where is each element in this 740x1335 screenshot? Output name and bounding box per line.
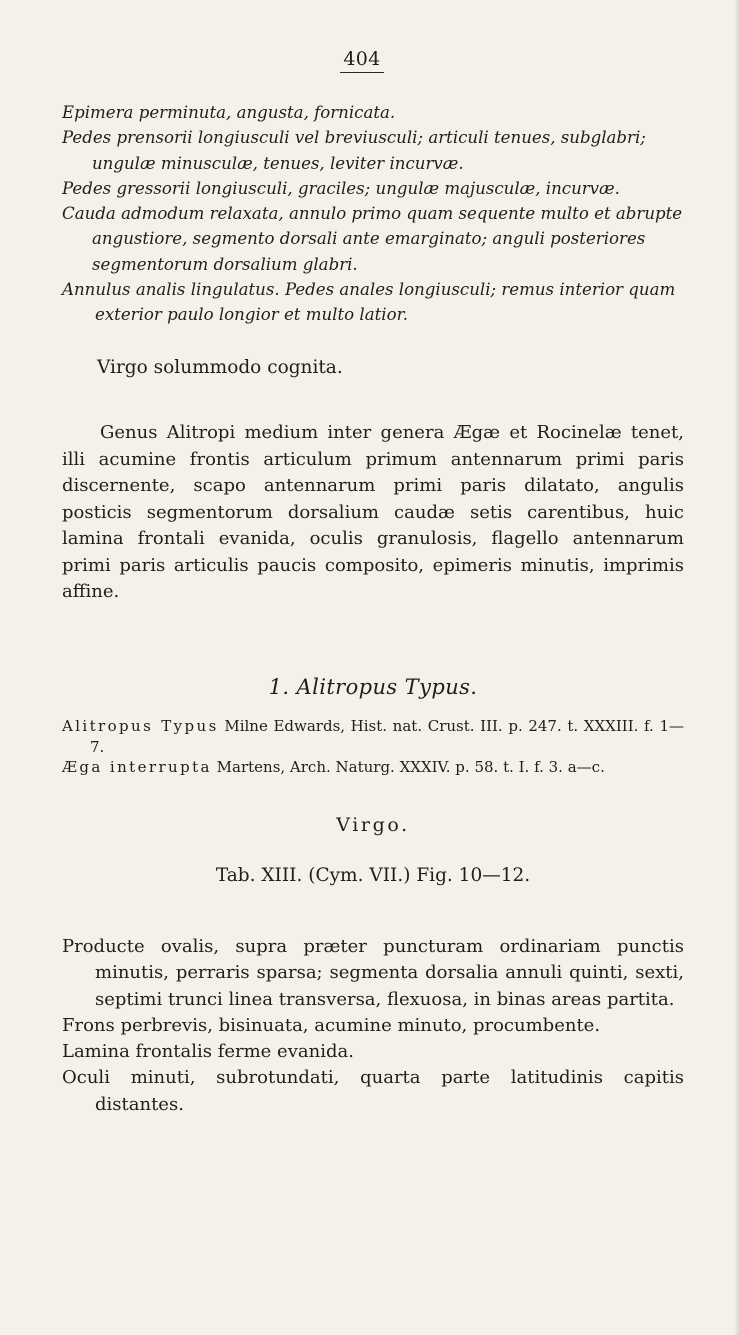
pedes-gressorii-line: Pedes gressorii longiusculi, graciles; ungulæ majusculæ, incurvæ.: [62, 178, 620, 198]
reference-name: Æga interrupta: [62, 758, 212, 777]
virgo-note: Virgo solummodo cognita.: [97, 357, 343, 378]
reference-citation: Milne Edwards, Hist. nat. Crust. III. p. 247. t. XXXIII. f. 1—7.: [90, 717, 684, 756]
page-edge: [734, 0, 740, 1335]
plain-description: [62, 934, 684, 1118]
reference-item: [62, 757, 684, 778]
annulus-line: Annulus analis lingulatus. Pedes anales longiusculi; remus interior quam exterior paulo longior et multo latior.: [62, 280, 676, 325]
epimera-line: Epimera perminuta, angusta, fornicata.: [62, 103, 396, 122]
species-title: 1. Alitropus Typus.: [268, 675, 478, 699]
pedes-prensorii-line: Pedes prensorii longiusculi vel breviusculi; articuli tenues, subglabri; ungulæ minusculæ, tenues, leviter incurvæ.: [62, 128, 646, 173]
plate-reference: Tab. XIII. (Cym. VII.) Fig. 10—12.: [215, 865, 531, 886]
references: [62, 716, 684, 778]
producte-line: Producte ovalis, supra præter puncturam ordinariam punctis minutis, perraris sparsa; segmenta dorsalia annuli quinti, sexti, septimi trunci linea transversa, flexuosa, in binas areas partita.: [62, 936, 684, 1010]
page-number: 404: [340, 48, 384, 73]
genus-paragraph: [62, 420, 684, 606]
reference-citation: Martens, Arch. Naturg. XXXIV. p. 58. t. I. f. 3. a—c.: [216, 758, 605, 777]
frons-line: Frons perbrevis, bisinuata, acumine minuto, procumbente.: [62, 1014, 601, 1036]
lamina-line: Lamina frontalis ferme evanida.: [62, 1041, 354, 1063]
reference-name: Alitropus Typus: [62, 717, 219, 735]
cauda-line: Cauda admodum relaxata, annulo primo quam sequente multo et abrupte angustiore, segmento dorsali ante emarginato; anguli posteriores segmentorum dorsalium glabri.: [62, 204, 683, 274]
italic-description: [62, 100, 684, 328]
sex-heading: Virgo.: [336, 814, 410, 836]
reference-item: [62, 716, 684, 757]
oculi-line: Oculi minuti, subrotundati, quarta parte latitudinis capitis distantes.: [62, 1067, 684, 1115]
genus-text: Genus Alitropi medium inter genera Ægæ et Rocinelæ tenet, illi acumine frontis articulum primum antennarum primi paris discernente, scapo antennarum primi paris dilatato, angulis posticis segmentorum dorsalium caudæ setis carentibus, huic lamina frontali evanida, oculis granulosis, flagello antennarum primi paris articulis paucis composito, epimeris minutis, imprimis affine.: [62, 422, 684, 602]
